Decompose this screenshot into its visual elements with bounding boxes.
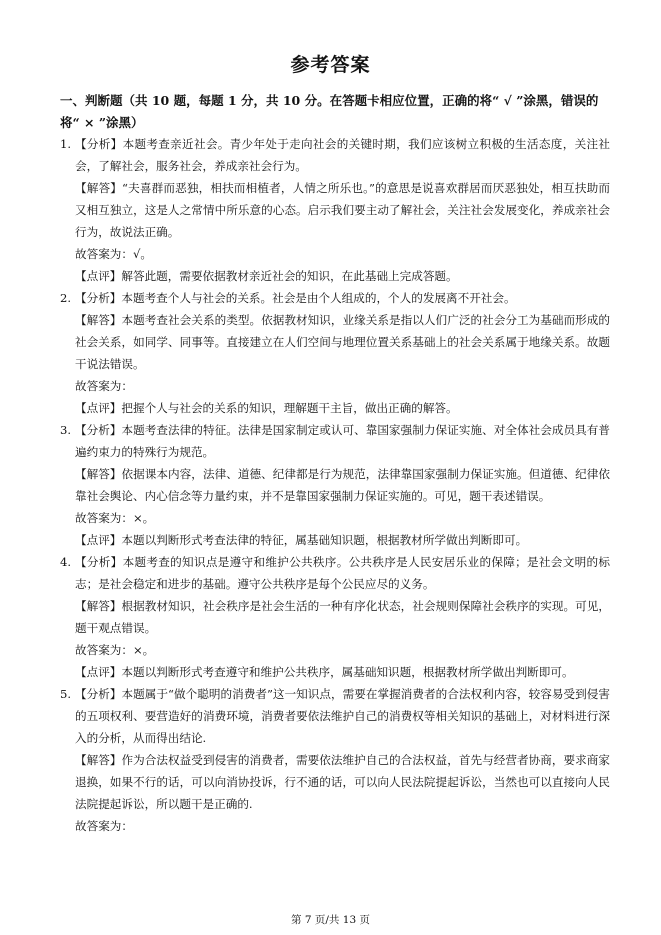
list-item bbox=[60, 287, 610, 419]
comment-text: 【点评】解答此题，需要依据教材亲近社会的知识，在此基础上完成答题。 bbox=[75, 269, 458, 283]
item-number: 5. bbox=[60, 687, 72, 701]
comment-text: 【点评】本题以判断形式考查遵守和维护公共秩序，属基础知识题，根据教材所学做出判断即可。 bbox=[75, 665, 574, 679]
item-number: 4. bbox=[60, 555, 72, 569]
result-text: 故答案为：√。 bbox=[75, 247, 152, 261]
result-text: 故答案为：×。 bbox=[75, 643, 155, 657]
result-text: 故答案为： bbox=[75, 379, 133, 393]
answer-text: 【解答】作为合法权益受到侵害的消费者，需要依法维护自己的合法权益，首先与经营者协商，要求商家退换，如果不行的话，可以向消协投诉，行不通的话，可以向人民法院提起诉讼，当然也可以直接向人民法院提起诉讼，所以题干是正确的. bbox=[75, 753, 610, 811]
analysis-text: 【分析】本题考查个人与社会的关系。社会是由个人组成的，个人的发展离不开社会。 bbox=[75, 291, 516, 305]
section-heading: 一、判断题（共 10 题，每题 1 分，共 10 分。在答题卡相应位置，正确的将“ √ ”涂黑，错误的将“ × ”涂黑） bbox=[60, 93, 599, 130]
list-item bbox=[60, 551, 610, 683]
result-text: 故答案为： bbox=[75, 819, 133, 833]
list-item bbox=[60, 683, 610, 837]
item-number: 3. bbox=[60, 423, 72, 437]
analysis-text: 【分析】本题考查亲近社会。青少年处于走向社会的关键时期，我们应该树立积极的生活态度，关注社会，了解社会，服务社会，养成亲社会行为。 bbox=[75, 137, 610, 173]
answer-text: 【解答】“夫喜群而恶独，相扶而相植者，人情之所乐也。”的意思是说喜欢群居而厌恶独处，相互扶助而又相互独立，这是人之常情中所乐意的心态。启示我们要主动了解社会，关注社会发展变化，养成亲社会行为，故说法正确。 bbox=[75, 181, 610, 239]
analysis-text: 【分析】本题属于“做个聪明的消费者”这一知识点，需要在掌握消费者的合法权利内容，较容易受到侵害的五项权利、要营造好的消费环境，消费者要依法维护自己的消费权等相关知识的基础上，对材料进行深入的分析，从而得出结论. bbox=[75, 687, 610, 745]
result-text: 故答案为：×。 bbox=[75, 511, 155, 525]
answer-text: 【解答】本题考查社会关系的类型。依据教材知识，业缘关系是指以人们广泛的社会分工为基础而形成的社会关系，如同学、同事等。直接建立在人们空间与地理位置关系基础上的社会关系属于地缘关系。故题干说法错误。 bbox=[75, 313, 610, 371]
answer-text: 【解答】根据教材知识，社会秩序是社会生活的一种有序化状态，社会规则保障社会秩序的实现。可见，题干观点错误。 bbox=[75, 599, 610, 635]
comment-text: 【点评】把握个人与社会的关系的知识，理解题干主旨，做出正确的解答。 bbox=[75, 401, 458, 415]
analysis-text: 【分析】本题考查的知识点是遵守和维护公共秩序。公共秩序是人民安居乐业的保障；是社会文明的标志；是社会稳定和进步的基础。遵守公共秩序是每个公民应尽的义务。 bbox=[75, 555, 610, 591]
page-title: 参考答案 bbox=[290, 54, 371, 76]
list-item bbox=[60, 133, 610, 287]
comment-text: 【点评】本题以判断形式考查法律的特征，属基础知识题，根据教材所学做出判断即可。 bbox=[75, 533, 528, 547]
answer-text: 【解答】依据课本内容，法律、道德、纪律都是行为规范，法律靠国家强制力保证实施。但道德、纪律依靠社会舆论、内心信念等力量约束，并不是靠国家强制力保证实施的。可见，题干表述错误。 bbox=[75, 467, 610, 503]
analysis-text: 【分析】本题考查法律的特征。法律是国家制定或认可、靠国家强制力保证实施、对全体社会成员具有普遍约束力的特殊行为规范。 bbox=[75, 423, 610, 459]
item-number: 2. bbox=[60, 291, 72, 305]
page-footer: 第 7 页/共 13 页 bbox=[291, 914, 370, 926]
list-item bbox=[60, 419, 610, 551]
item-number: 1. bbox=[60, 137, 72, 151]
answer-list bbox=[60, 133, 610, 837]
